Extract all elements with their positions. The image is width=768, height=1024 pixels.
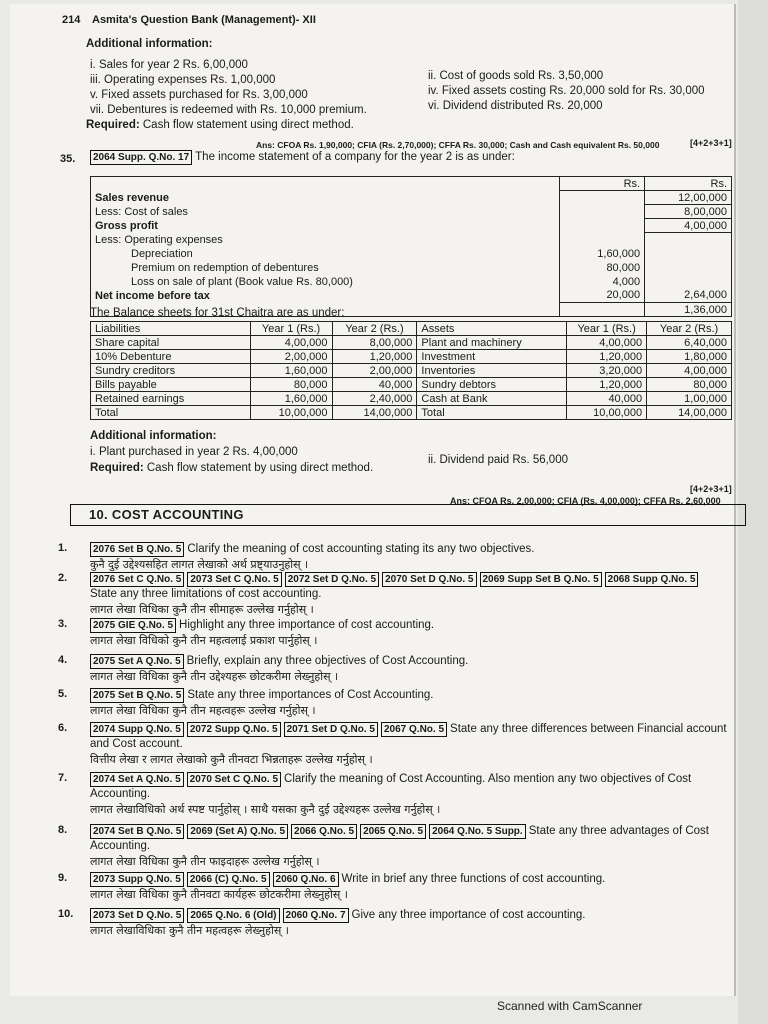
question-nepali: लागत लेखा विधिका कुनै तीन फाइदाहरू उल्लेख गर्नुहोस् । <box>90 855 320 868</box>
prev-required: Required: Cash flow statement using direct method. <box>86 119 354 131</box>
balance-cell: Share capital <box>91 336 251 350</box>
income-row <box>91 275 732 289</box>
exam-ref-tag: 2075 GIE Q.No. 5 <box>90 618 176 633</box>
income-value-2: 1,36,000 <box>645 303 732 317</box>
balance-header-cell: Year 2 (Rs.) <box>647 322 732 336</box>
exam-ref-tag: 2066 Q.No. 5 <box>291 824 357 839</box>
exam-ref-tag: 2068 Supp Q.No. 5 <box>605 572 699 587</box>
balance-cell: 10,00,000 <box>250 406 332 420</box>
balance-cell: 4,00,000 <box>567 336 647 350</box>
balance-header-cell: Liabilities <box>91 322 251 336</box>
balance-cell: 14,00,000 <box>647 406 732 420</box>
question-nepali: वित्तीय लेखा र लागत लेखाको कुनै तीनवटा भिन्नताहरू उल्लेख गर्नुहोस् । <box>90 753 373 766</box>
exam-ref-tag: 2074 Set B Q.No. 5 <box>90 824 184 839</box>
income-value-1 <box>560 303 645 317</box>
income-value-2 <box>645 275 732 289</box>
balance-cell: 4,00,000 <box>250 336 332 350</box>
income-label: Sales revenue <box>91 191 560 205</box>
balance-cell: Inventories <box>417 364 567 378</box>
exam-ref-tag: 2065 Q.No. 6 (Old) <box>187 908 279 923</box>
income-value-2: 8,00,000 <box>645 205 732 219</box>
question-text: Clarify the meaning of Cost Accounting. Also mention any two objectives of Cost <box>284 773 692 785</box>
question-number: 8. <box>58 824 68 836</box>
question-body <box>90 618 730 648</box>
book-title: Asmita's Question Bank (Management)- XII <box>92 14 316 26</box>
question-body <box>90 872 730 902</box>
question-number: 4. <box>58 654 68 666</box>
prev-info-item-right: vi. Dividend distributed Rs. 20,000 <box>428 100 603 112</box>
exam-ref-tag: 2075 Set B Q.No. 5 <box>90 688 184 703</box>
balance-cell: 1,60,000 <box>250 364 332 378</box>
question-body <box>90 654 730 684</box>
balance-sheet-table <box>90 321 732 420</box>
exam-ref-tag: 2064 Q.No. 5 Supp. <box>429 824 526 839</box>
exam-ref-tag: 2067 Q.No. 5 <box>381 722 447 737</box>
balance-cell: Total <box>91 406 251 420</box>
prev-info-item-left: iii. Operating expenses Rs. 1,00,000 <box>90 74 276 86</box>
question-body <box>90 572 730 617</box>
income-label: Gross profit <box>91 219 560 233</box>
balance-cell: 4,00,000 <box>647 364 732 378</box>
balance-cell: 1,80,000 <box>647 350 732 364</box>
question-text: Briefly, explain any three objectives of Cost Accounting. <box>186 655 469 667</box>
scan-watermark: Scanned with CamScanner <box>497 999 643 1013</box>
income-label: Less: Cost of sales <box>91 205 560 219</box>
q35-additional-title: Additional information: <box>90 430 217 442</box>
question-text-continued: Accounting. <box>90 788 151 800</box>
question-number: 1. <box>58 542 68 554</box>
question-text: State any three advantages of Cost <box>528 825 709 837</box>
question-number: 2. <box>58 572 68 584</box>
exam-ref-tag: 2071 Set D Q.No. 5 <box>284 722 378 737</box>
exam-ref-tag: 2076 Set C Q.No. 5 <box>90 572 184 587</box>
question-text: State any three differences between Financial account <box>450 723 727 735</box>
income-label: Loss on sale of plant (Book value Rs. 80,000) <box>91 275 560 289</box>
income-value-1 <box>560 233 645 247</box>
balance-cell: 10% Debenture <box>91 350 251 364</box>
question-body <box>90 908 730 938</box>
income-value-1 <box>560 191 645 205</box>
income-value-1: 4,000 <box>560 275 645 289</box>
question-nepali: लागत लेखा विधिका कुनै तीनवटा कार्यहरू छोटकरीमा लेख्नुहोस् । <box>90 888 348 901</box>
question-text: Give any three importance of cost accounting. <box>351 909 586 921</box>
prev-marks: [4+2+3+1] <box>690 138 732 148</box>
section-heading: 10. COST ACCOUNTING <box>70 504 746 526</box>
balance-cell: Sundry debtors <box>417 378 567 392</box>
balance-cell: 8,00,000 <box>332 336 417 350</box>
question-number: 9. <box>58 872 68 884</box>
income-label: Less: Operating expenses <box>91 233 560 247</box>
income-row <box>91 289 732 303</box>
balance-cell: Bills payable <box>91 378 251 392</box>
exam-ref-tag: 2070 Set D Q.No. 5 <box>382 572 476 587</box>
income-label: Depreciation <box>91 247 560 261</box>
balance-row <box>91 364 732 378</box>
balance-cell: 14,00,000 <box>332 406 417 420</box>
q35-number: 35. <box>60 153 76 165</box>
income-value-2 <box>645 261 732 275</box>
income-row <box>91 219 732 233</box>
income-value-1: 80,000 <box>560 261 645 275</box>
question-text-continued: State any three limitations of cost accounting. <box>90 588 322 600</box>
prev-info-item-left: v. Fixed assets purchased for Rs. 3,00,000 <box>90 89 308 101</box>
prev-info-item-right: ii. Cost of goods sold Rs. 3,50,000 <box>428 70 604 82</box>
balance-cell: 6,40,000 <box>647 336 732 350</box>
balance-cell: Sundry creditors <box>91 364 251 378</box>
income-value-2: 2,64,000 <box>645 289 732 303</box>
income-row <box>91 205 732 219</box>
exam-ref-tag: 2074 Set A Q.No. 5 <box>90 772 184 787</box>
question-text-continued: and Cost account. <box>90 738 183 750</box>
balance-cell: 2,00,000 <box>250 350 332 364</box>
balance-cell: 2,00,000 <box>332 364 417 378</box>
exam-ref-tag: 2060 Q.No. 7 <box>283 908 349 923</box>
balance-header-cell: Year 1 (Rs.) <box>250 322 332 336</box>
income-value-2: 12,00,000 <box>645 191 732 205</box>
balance-header-cell: Year 2 (Rs.) <box>332 322 417 336</box>
question-text: Write in brief any three functions of cost accounting. <box>341 873 606 885</box>
balance-cell: 1,00,000 <box>647 392 732 406</box>
income-row <box>91 261 732 275</box>
balance-header-cell: Year 1 (Rs.) <box>567 322 647 336</box>
question-text: Highlight any three importance of cost accounting. <box>179 619 435 631</box>
question-number: 5. <box>58 688 68 700</box>
exam-ref-tag: 2072 Set D Q.No. 5 <box>285 572 379 587</box>
prev-info-item-left: vii. Debentures is redeemed with Rs. 10,000 premium. <box>90 104 367 116</box>
question-text: Clarify the meaning of cost accounting stating its any two objectives. <box>187 543 535 555</box>
exam-ref-tag: 2073 Supp Q.No. 5 <box>90 872 184 887</box>
balance-cell: 80,000 <box>250 378 332 392</box>
income-value-1 <box>560 219 645 233</box>
prev-answer: Ans: CFOA Rs. 1,90,000; CFIA (Rs. 2,70,000); CFFA Rs. 30,000; Cash and Cash equivalent Rs. 50,000 <box>256 140 660 150</box>
question-nepali: लागत लेखाविधिका कुनै तीन महत्वहरू लेख्नुहोस् । <box>90 924 289 937</box>
balance-cell: 3,20,000 <box>567 364 647 378</box>
balance-cell: 40,000 <box>332 378 417 392</box>
q35-heading: 2064 Supp. Q.No. 17 The income statement of a company for the year 2 is as under: <box>90 150 515 165</box>
question-nepali: लागत लेखा विधिको कुनै तीन महत्वलाई प्रकाश पार्नुहोस् । <box>90 634 318 647</box>
income-row <box>91 233 732 247</box>
exam-ref-tag: 2072 Supp Q.No. 5 <box>187 722 281 737</box>
income-label: Premium on redemption of debentures <box>91 261 560 275</box>
q35-info-left: i. Plant purchased in year 2 Rs. 4,00,000 <box>90 446 298 458</box>
q35-info-right: ii. Dividend paid Rs. 56,000 <box>428 454 568 466</box>
question-body <box>90 722 730 767</box>
balance-cell: 80,000 <box>647 378 732 392</box>
balance-row <box>91 406 732 420</box>
prev-info-item-right: iv. Fixed assets costing Rs. 20,000 sold for Rs. 30,000 <box>428 85 705 97</box>
question-text: State any three importances of Cost Accounting. <box>187 689 434 701</box>
exam-ref-tag: 2060 Q.No. 6 <box>273 872 339 887</box>
income-value-2 <box>645 233 732 247</box>
q35-required: Required: Cash flow statement by using direct method. <box>90 462 374 474</box>
question-nepali: कुनै दुई उद्देश्यसहित लागत लेखाको अर्थ प्रष्ट्याउनुहोस् । <box>90 558 309 571</box>
income-value-1 <box>560 205 645 219</box>
balance-cell: Cash at Bank <box>417 392 567 406</box>
exam-ref-tag: 2073 Set D Q.No. 5 <box>90 908 184 923</box>
balance-row <box>91 378 732 392</box>
balance-row <box>91 336 732 350</box>
exam-ref-tag: 2065 Q.No. 5 <box>360 824 426 839</box>
question-body <box>90 824 730 869</box>
exam-ref-tag: 2076 Set B Q.No. 5 <box>90 542 184 557</box>
exam-ref-tag: 2075 Set A Q.No. 5 <box>90 654 184 669</box>
balance-header-cell: Assets <box>417 322 567 336</box>
q35-ref-tag: 2064 Supp. Q.No. 17 <box>90 150 192 165</box>
income-col-rs-2: Rs. <box>645 177 732 191</box>
income-value-1: 1,60,000 <box>560 247 645 261</box>
balance-intro: The Balance sheets for 31st Chaitra are as under: <box>90 307 345 319</box>
income-col-rs-1: Rs. <box>560 177 645 191</box>
q35-answer: Ans: CFOA Rs. 2,00,000; CFIA (Rs. 4,00,000); CFFA Rs. 2,60,000 <box>450 496 721 506</box>
question-nepali: लागत लेखाविधिको अर्थ स्पष्ट पार्नुहोस् । साथै यसका कुनै दुई उद्देश्यहरू उल्लेख गर्नुहोस् । <box>90 803 441 816</box>
balance-cell: 40,000 <box>567 392 647 406</box>
balance-row <box>91 392 732 406</box>
exam-ref-tag: 2070 Set C Q.No. 5 <box>187 772 281 787</box>
exam-ref-tag: 2074 Supp Q.No. 5 <box>90 722 184 737</box>
balance-cell: 10,00,000 <box>567 406 647 420</box>
balance-cell: 1,20,000 <box>332 350 417 364</box>
question-nepali: लागत लेखा विधिका कुनै तीन महत्वहरू उल्लेख गर्नुहोस् । <box>90 704 316 717</box>
exam-ref-tag: 2069 Supp Set B Q.No. 5 <box>480 572 602 587</box>
page-number: 214 <box>62 14 81 26</box>
additional-info-title: Additional information: <box>86 38 213 50</box>
balance-cell: Total <box>417 406 567 420</box>
balance-cell: 1,20,000 <box>567 378 647 392</box>
balance-cell: Investment <box>417 350 567 364</box>
income-value-2 <box>645 247 732 261</box>
question-body <box>90 688 730 718</box>
exam-ref-tag: 2069 (Set A) Q.No. 5 <box>187 824 288 839</box>
balance-cell: 1,60,000 <box>250 392 332 406</box>
exam-ref-tag: 2073 Set C Q.No. 5 <box>187 572 281 587</box>
question-number: 7. <box>58 772 68 784</box>
question-text-continued: Accounting. <box>90 840 151 852</box>
question-number: 10. <box>58 908 74 920</box>
question-nepali: लागत लेखा विधिका कुनै तीन उद्देश्यहरू छोटकरीमा लेख्नुहोस् । <box>90 670 339 683</box>
income-value-2: 4,00,000 <box>645 219 732 233</box>
balance-cell: Retained earnings <box>91 392 251 406</box>
balance-cell: 1,20,000 <box>567 350 647 364</box>
question-body <box>90 772 730 817</box>
question-nepali: लागत लेखा विधिका कुनै तीन सीमाहरू उल्लेख गर्नुहोस् । <box>90 603 314 616</box>
income-row <box>91 191 732 205</box>
prev-info-item-left: i. Sales for year 2 Rs. 6,00,000 <box>90 59 248 71</box>
question-number: 3. <box>58 618 68 630</box>
book-page <box>10 4 736 996</box>
income-row <box>91 247 732 261</box>
balance-row <box>91 350 732 364</box>
q35-marks: [4+2+3+1] <box>690 484 732 494</box>
question-body <box>90 542 730 572</box>
balance-cell: 2,40,000 <box>332 392 417 406</box>
income-value-1: 20,000 <box>560 289 645 303</box>
income-label: Net income before tax <box>91 289 560 303</box>
income-statement-table <box>90 176 732 317</box>
exam-ref-tag: 2066 (C) Q.No. 5 <box>187 872 270 887</box>
question-number: 6. <box>58 722 68 734</box>
balance-cell: Plant and machinery <box>417 336 567 350</box>
